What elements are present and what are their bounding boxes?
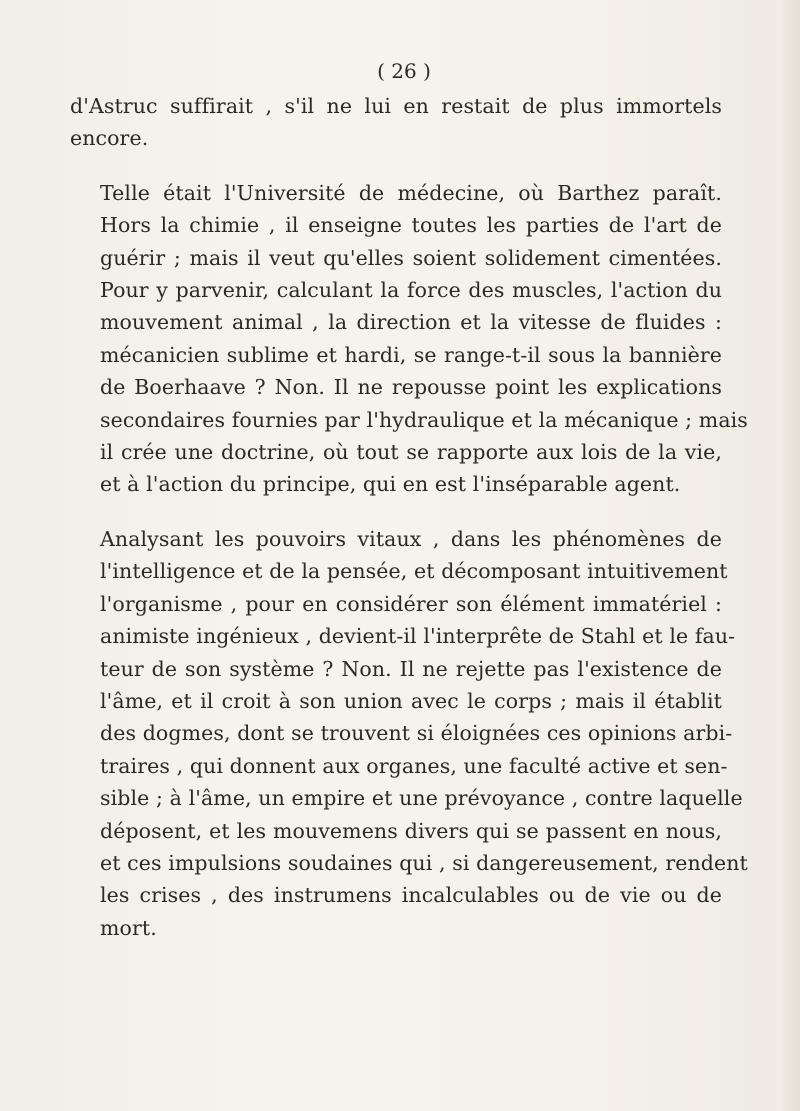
text-line: secondaires fournies par l'hydraulique et la mécanique ; mais [100, 407, 748, 432]
paragraph [70, 177, 748, 501]
text-line: mort. [100, 915, 157, 940]
text-line: les crises , des instrumens incalculables ou de vie ou de [100, 883, 722, 908]
text-line: d'Astruc suffirait , s'il ne lui en restait de plus immortels [70, 94, 722, 118]
page-text [70, 58, 748, 966]
text-line: et ces impulsions soudaines qui , si dangereusement, rendent [100, 850, 748, 875]
text-line: teur de son système ? Non. Il ne rejette pas l'existence de [100, 656, 722, 681]
text-line: mécanicien sublime et hardi, se range-t-il sous la bannière [100, 342, 722, 367]
text-line: animiste ingénieux , devient-il l'interprête de Stahl et le fau- [100, 624, 736, 649]
text-line: sible ; à l'âme, un empire et une prévoyance , contre laquelle [100, 786, 743, 811]
text-line: traires , qui donnent aux organes, une faculté active et sen- [100, 753, 728, 778]
page-number: ( 26 ) [377, 59, 431, 83]
text-line: déposent, et les mouvemens divers qui se passent en nous, [100, 818, 722, 843]
text-line: Hors la chimie , il enseigne toutes les parties de l'art de [100, 213, 722, 238]
text-line: et à l'action du principe, qui en est l'inséparable agent. [100, 472, 681, 497]
text-line: l'organisme , pour en considérer son élément immatériel : [100, 591, 722, 616]
paragraph-list [70, 90, 748, 944]
text-line: mouvement animal , la direction et la vitesse de fluides : [100, 310, 722, 335]
text-line: des dogmes, dont se trouvent si éloignées ces opinions arbi- [100, 721, 733, 746]
text-line: de Boerhaave ? Non. Il ne repousse point les explications [100, 375, 722, 400]
paragraph [70, 523, 748, 944]
page-edge-shadow [782, 0, 800, 1111]
text-line: l'intelligence et de la pensée, et décomposant intuitivement [100, 559, 728, 584]
text-line: il crée une doctrine, où tout se rapporte aux lois de la vie, [100, 440, 722, 465]
paragraph [70, 90, 722, 155]
text-line: Telle était l'Université de médecine, où Barthez paraît. [100, 180, 722, 205]
text-line: Pour y parvenir, calculant la force des muscles, l'action du [100, 278, 722, 303]
text-line: l'âme, et il croit à son union avec le corps ; mais il établit [100, 688, 722, 713]
text-line: Analysant les pouvoirs vitaux , dans les phénomènes de [100, 526, 722, 551]
text-line: encore. [70, 126, 149, 151]
text-line: guérir ; mais il veut qu'elles soient solidement cimentées. [100, 245, 722, 270]
